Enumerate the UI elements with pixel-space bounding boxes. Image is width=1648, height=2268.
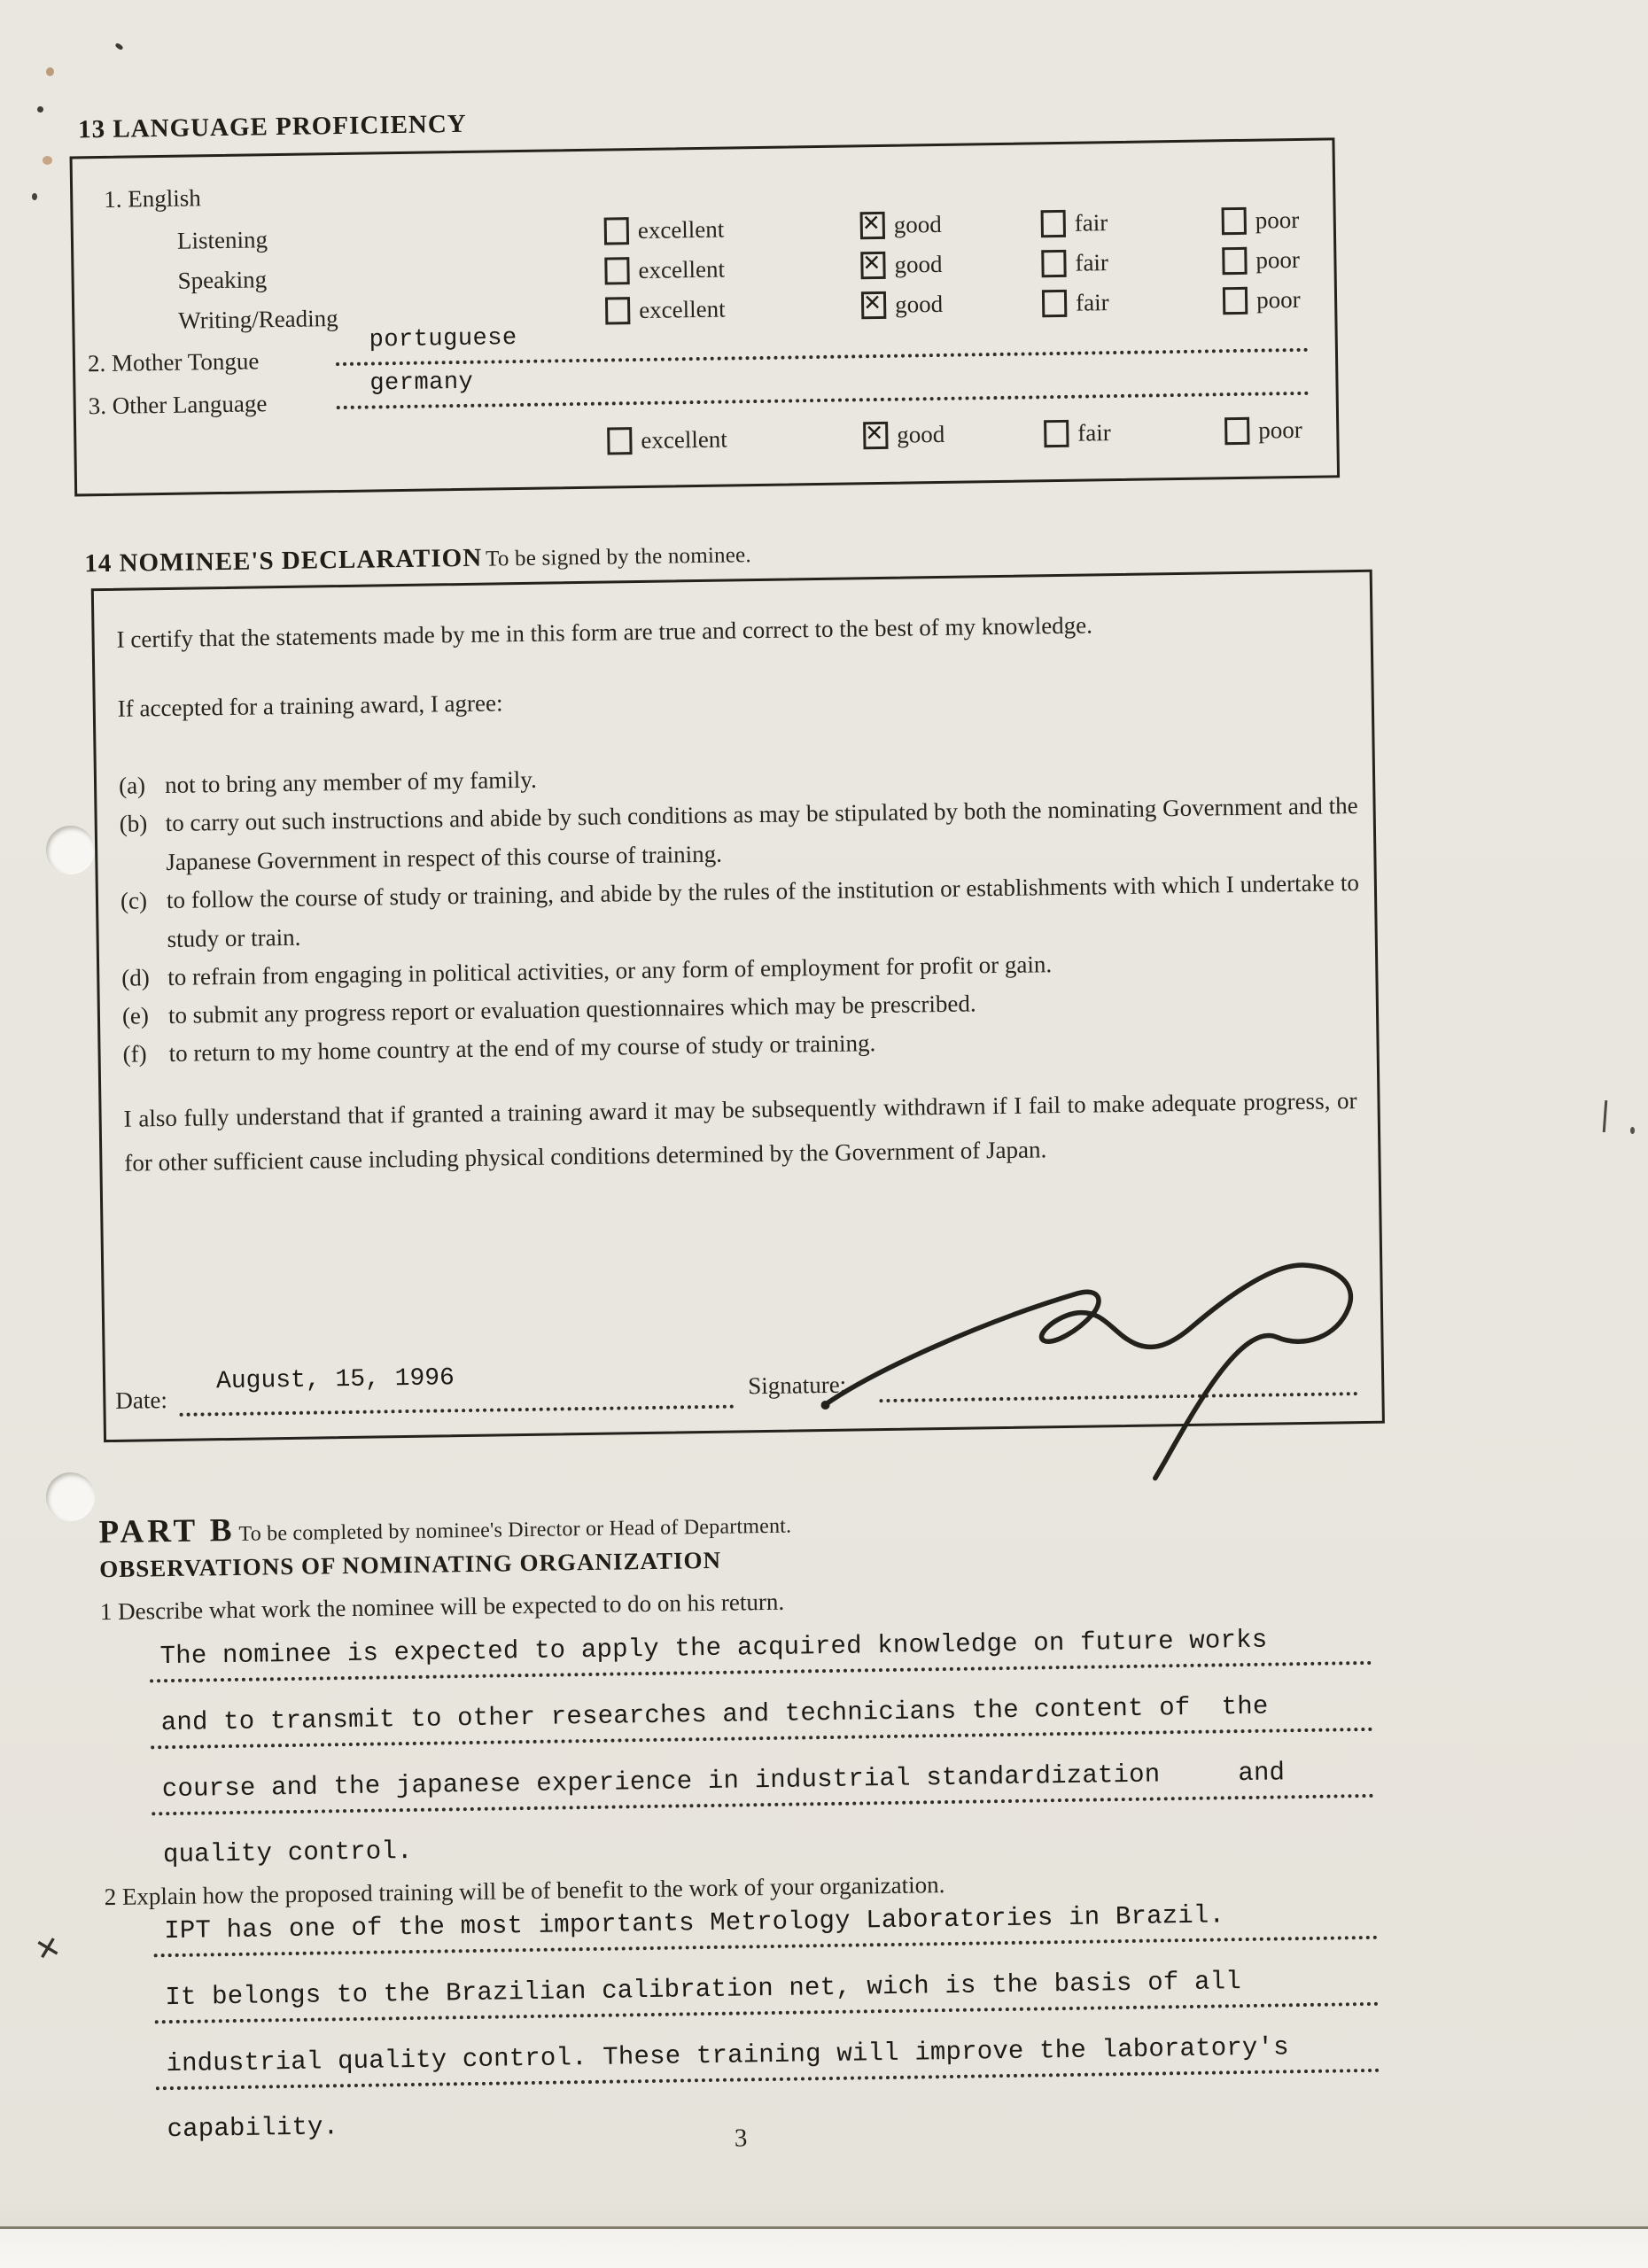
checkbox-unchecked-icon bbox=[604, 257, 629, 284]
partb-question2: 2 Explain how the proposed training will be of benefit to the work of your organization. bbox=[104, 1871, 945, 1911]
mother-tongue-value: portuguese bbox=[369, 325, 517, 354]
signature-handwriting bbox=[819, 1257, 1380, 1495]
signature-icon bbox=[819, 1257, 1380, 1495]
item-letter: (d) bbox=[121, 964, 151, 991]
checkbox-unchecked-icon bbox=[1042, 289, 1067, 316]
item-text: to return to my home country at the end of my course of study or training. bbox=[168, 1029, 876, 1067]
partb-question1: 1 Describe what work the nominee will be expected to do on his return. bbox=[99, 1588, 785, 1626]
item-letter: (b) bbox=[119, 810, 148, 837]
option-label: excellent bbox=[638, 295, 726, 323]
checkbox-unchecked-icon bbox=[1041, 209, 1066, 237]
option-label: fair bbox=[1075, 288, 1109, 316]
checkbox-unchecked-icon bbox=[607, 427, 632, 454]
option-other-good bbox=[863, 419, 944, 450]
punch-hole bbox=[46, 826, 95, 874]
option-writing-excellent bbox=[605, 294, 726, 326]
answer2-line3: industrial quality control. These training will improve the laboratory's bbox=[166, 2032, 1290, 2079]
option-label: poor bbox=[1255, 206, 1300, 234]
item-letter: (c) bbox=[120, 887, 148, 914]
option-speaking-fair bbox=[1041, 247, 1108, 278]
english-label: 1. English bbox=[104, 184, 201, 213]
paper-bottom-edge bbox=[0, 2226, 1648, 2268]
check-mark-icon: ✕ bbox=[865, 419, 884, 446]
partb-heading: OBSERVATIONS OF NOMINATING ORGANIZATION bbox=[98, 1546, 722, 1583]
date-value: August, 15, 1996 bbox=[215, 1364, 455, 1396]
answer2-line4: capability. bbox=[167, 2112, 339, 2145]
option-other-fair bbox=[1044, 417, 1111, 448]
certify-text: I certify that the statements made by me in this form are true and correct to the best of my knowledge. bbox=[116, 611, 1093, 653]
option-label: good bbox=[894, 290, 944, 318]
option-label: fair bbox=[1075, 248, 1109, 276]
skill-label-speaking: Speaking bbox=[177, 266, 268, 294]
checkbox-unchecked-icon bbox=[604, 217, 629, 245]
answer1-line2: and to transmit to other researches and technicians the content of the bbox=[160, 1691, 1269, 1738]
section14-subtitle: To be signed by the nominee. bbox=[485, 543, 751, 571]
checkbox-unchecked-icon bbox=[1223, 286, 1248, 314]
closing-text: I also fully understand that if granted a training award it may be subsequently withdrawn if I fail to make adequate progress, or for other sufficient cause including physical conditions determined by the Government of Japan. bbox=[123, 1087, 1357, 1177]
answer1-line4: quality control. bbox=[162, 1836, 413, 1870]
check-mark-icon: ✕ bbox=[862, 249, 882, 276]
item-letter: (e) bbox=[121, 1002, 150, 1029]
option-label: good bbox=[894, 250, 943, 278]
option-writing-poor bbox=[1223, 284, 1301, 315]
checkbox-unchecked-icon bbox=[1044, 419, 1069, 447]
scan-speck bbox=[32, 193, 37, 200]
option-listening-good bbox=[860, 209, 942, 240]
checkbox-checked-icon bbox=[861, 291, 886, 318]
checkbox-unchecked-icon bbox=[1224, 416, 1249, 444]
pen-x-mark: ✕ bbox=[31, 1929, 65, 1969]
option-speaking-poor bbox=[1222, 245, 1300, 276]
answer2-line2: It belongs to the Brazilian calibration net, wich is the basis of all bbox=[165, 1967, 1242, 2013]
section13-title: 13 LANGUAGE PROFICIENCY bbox=[77, 109, 467, 144]
option-other-excellent bbox=[607, 424, 727, 456]
checkbox-checked-icon bbox=[860, 251, 885, 278]
page-number: 3 bbox=[734, 2124, 748, 2153]
other-language-value: germany bbox=[369, 369, 474, 398]
item-letter: (f) bbox=[122, 1040, 147, 1068]
date-label: Date: bbox=[115, 1386, 168, 1414]
option-label: fair bbox=[1074, 208, 1108, 237]
section14-title: 14 NOMINEE'S DECLARATION bbox=[84, 543, 483, 579]
partb-title: PART B bbox=[98, 1511, 236, 1551]
skill-label-listening: Listening bbox=[176, 226, 268, 254]
scan-speck bbox=[43, 156, 52, 165]
skill-label-writing-reading: Writing/Reading bbox=[178, 305, 338, 334]
option-listening-poor bbox=[1222, 205, 1300, 236]
answer2-line1: IPT has one of the most importants Metrology Laboratories in Brazil. bbox=[164, 1900, 1225, 1946]
checkbox-unchecked-icon bbox=[1222, 206, 1247, 234]
scan-speck bbox=[1630, 1127, 1635, 1134]
option-writing-good bbox=[861, 289, 943, 320]
check-mark-icon: ✕ bbox=[862, 289, 882, 315]
option-writing-fair bbox=[1042, 287, 1109, 318]
option-label: good bbox=[893, 210, 942, 238]
mother-tongue-label: 2. Mother Tongue bbox=[87, 347, 260, 377]
option-label: excellent bbox=[641, 425, 728, 454]
item-text: to refrain from engaging in political activities, or any form of employment for profit or gain. bbox=[167, 951, 1053, 990]
option-label: excellent bbox=[637, 215, 725, 244]
option-label: poor bbox=[1258, 416, 1302, 444]
answer1-line3: course and the japanese experience in industrial standardization and bbox=[161, 1758, 1286, 1805]
partb-title-row bbox=[98, 1503, 791, 1552]
item-text: to carry out such instructions and abide by such conditions as may be stipulated by both the nominating Government and the Japanese Government in respect of this course of training. bbox=[165, 792, 1358, 875]
option-label: poor bbox=[1255, 245, 1301, 274]
section14-title-row bbox=[84, 540, 751, 579]
option-listening-fair bbox=[1041, 207, 1108, 238]
checkbox-unchecked-icon bbox=[1041, 249, 1066, 276]
checkbox-checked-icon bbox=[863, 421, 888, 448]
option-speaking-good bbox=[860, 249, 942, 280]
punch-hole bbox=[46, 1472, 95, 1521]
option-speaking-excellent bbox=[604, 254, 725, 286]
check-mark-icon: ✕ bbox=[861, 209, 881, 236]
partb-subtitle: To be completed by nominee's Director or Head of Department. bbox=[238, 1514, 792, 1546]
signature-label: Signature: bbox=[747, 1371, 847, 1400]
answer1-line1: The nominee is expected to apply the acquired knowledge on future works bbox=[159, 1625, 1268, 1672]
agree-intro-text: If accepted for a training award, I agree: bbox=[117, 689, 503, 722]
option-label: good bbox=[897, 420, 945, 448]
other-language-label: 3. Other Language bbox=[88, 390, 268, 420]
option-label: fair bbox=[1077, 418, 1111, 447]
option-label: excellent bbox=[638, 255, 726, 284]
item-text: to submit any progress report or evaluation questionnaires which may be prescribed. bbox=[167, 990, 976, 1029]
checkbox-unchecked-icon bbox=[605, 297, 630, 324]
item-text: not to bring any member of my family. bbox=[164, 765, 537, 798]
checkbox-unchecked-icon bbox=[1222, 246, 1247, 274]
scan-speck bbox=[46, 67, 54, 76]
item-text: to follow the course of study or training, and abide by the rules of the institution or establishments with which I undertake to study or train. bbox=[166, 869, 1360, 952]
item-letter: (a) bbox=[118, 772, 146, 799]
scan-speck bbox=[37, 106, 43, 113]
checkbox-checked-icon bbox=[860, 211, 885, 238]
option-listening-excellent bbox=[604, 214, 725, 246]
option-label: poor bbox=[1255, 285, 1301, 314]
option-other-poor bbox=[1224, 415, 1302, 446]
